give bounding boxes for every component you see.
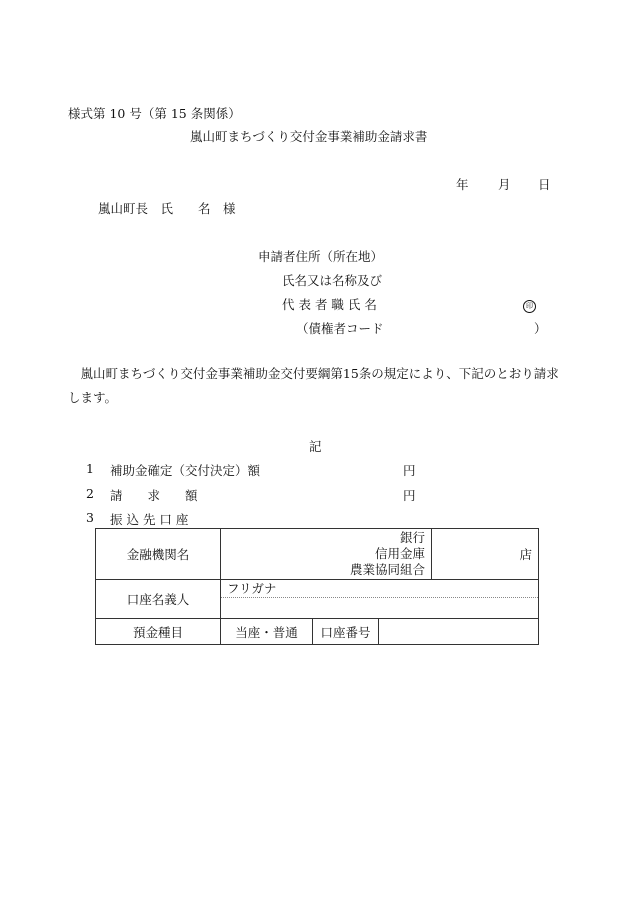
- item-2-label: 請 求 額: [110, 488, 198, 503]
- account-table: [95, 528, 539, 645]
- account-number-field[interactable]: [379, 619, 539, 645]
- deposit-type-value[interactable]: 当座・普通: [221, 619, 313, 645]
- seal-mark: [523, 296, 536, 313]
- deposit-type-label: 預金種目: [96, 619, 221, 645]
- furigana-label: フリガナ: [221, 580, 538, 598]
- institution-row: [96, 529, 539, 580]
- form-number: 様式第 10 号（第 15 条関係）: [68, 106, 241, 121]
- applicant-name-label: 氏名又は名称及び: [282, 273, 383, 288]
- bank-type-shinkin: 信用金庫: [375, 546, 426, 561]
- date-year: 年: [456, 177, 469, 192]
- date-day: 日: [538, 177, 551, 192]
- bank-type-ja: 農業協同組合: [350, 562, 426, 577]
- ki-heading: 記: [309, 439, 322, 454]
- deposit-row: [96, 619, 539, 645]
- item-3-number: 3: [86, 510, 94, 525]
- account-number-label: 口座番号: [313, 619, 379, 645]
- branch-cell[interactable]: [432, 529, 539, 580]
- date-month: 月: [498, 177, 511, 192]
- page-title: 嵐山町まちづくり交付金事業補助金請求書: [190, 129, 428, 144]
- item-1-number: 1: [86, 461, 94, 476]
- item-1-unit: 円: [403, 463, 416, 478]
- creditor-code-label: （債権者コード: [296, 321, 384, 336]
- addressee: 嵐山町長 氏 名 様: [98, 201, 236, 216]
- seal-icon: 印: [523, 300, 536, 313]
- branch-suffix: 店: [519, 547, 533, 562]
- holder-name-field[interactable]: [221, 598, 538, 618]
- item-2-number: 2: [86, 486, 94, 501]
- bank-type-bank: 銀行: [400, 530, 426, 545]
- request-body-text: 嵐山町まちづくり交付金事業補助金交付要綱第15条の規定により、下記のとおり請求します。: [68, 366, 559, 405]
- holder-label: 口座名義人: [96, 580, 221, 619]
- holder-cell[interactable]: [221, 580, 539, 619]
- institution-label: 金融機関名: [96, 529, 221, 580]
- item-3-label: 振 込 先 口 座: [110, 512, 189, 527]
- item-2-unit: 円: [403, 488, 416, 503]
- applicant-representative-label: 代 表 者 職 氏 名: [282, 297, 377, 312]
- applicant-address-label: 申請者住所（所在地）: [258, 249, 384, 264]
- holder-row: [96, 580, 539, 619]
- institution-name-cell[interactable]: [221, 529, 432, 580]
- item-1-label: 補助金確定（交付決定）額: [110, 463, 261, 478]
- creditor-code-close: ）: [534, 321, 547, 336]
